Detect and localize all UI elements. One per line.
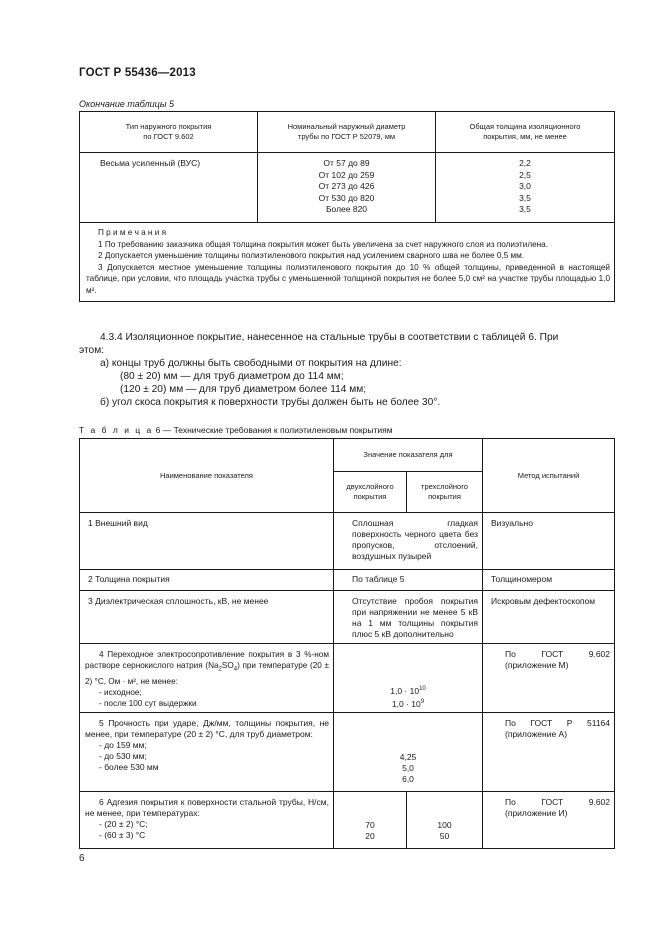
table5-cell-thickness [436, 153, 615, 223]
table5-data-row [80, 153, 615, 223]
table6-row-2 [80, 570, 615, 591]
table5-header-thickness [436, 112, 615, 153]
table5-header-thickness-l2: покрытия, мм, не менее [483, 132, 567, 141]
table6-r2-value: По таблице 5 [334, 570, 483, 591]
table6-header-method: Метод испытаний [483, 439, 615, 513]
table6-r4-value-1 [334, 684, 482, 697]
table5-header-diameter [258, 112, 436, 153]
table6-r4-name-sub2: 4 [233, 666, 238, 673]
item-a: а) концы труб должны быть свободными от покрытия на длине: [100, 358, 402, 369]
table6-r6-three-item: 100 [437, 819, 452, 830]
item-a-1: (80 ± 20) мм — для труб диаметром до 114 мм; [120, 371, 344, 382]
table5-header-diameter-l1: Номинальный наружный диаметр [287, 122, 406, 131]
table6-r4-value-2-base: 1,0 · 10 [391, 698, 421, 709]
table6-r6-three-item: 50 [439, 830, 450, 841]
table6-r4-item: - после 100 сут выдержки [99, 698, 197, 708]
table5-thickness: 2,5 [519, 169, 531, 180]
table6-r6-name [80, 791, 334, 848]
table5-cell-type: Весьма усиленный (ВУС) [80, 153, 258, 223]
table6-r5-method: По ГОСТ Р 51164 (приложение А) [483, 712, 615, 791]
table5-notes-row [80, 223, 615, 302]
table5-thickness: 3,5 [519, 192, 531, 203]
table6-r5-name-text: 5 Прочность при ударе, Дж/мм, толщины покрытия, не менее, при температуре (20 ± 2) °С, для труб диаметром: [85, 717, 329, 739]
table6-row-3 [80, 591, 615, 644]
table6-r4-name-a: 4 Переходное электросопротивление покрытия в 3 %-ном растворе сернокислого натрия (Na [85, 650, 329, 670]
table5-note-1: 1 По требованию заказчика общая толщина покрытия может быть увеличена за счет наружного слоя из полиэтилена. [98, 239, 549, 249]
table5-cell-diameters [258, 153, 436, 223]
table6-r5-value-item: 6,0 [402, 773, 414, 784]
table6-r4-name-sub1: 2 [218, 666, 222, 673]
table6-caption-word: Т а б л и ц а [79, 425, 154, 435]
table6-header-value: Значение показателя для [334, 439, 483, 472]
item-a-2: (120 ± 20) мм — для труб диаметром более 114 мм; [120, 384, 367, 395]
table6-caption [79, 425, 393, 435]
table6-header-name: Наименование показателя [80, 439, 334, 513]
table5-header-diameter-l2: трубы по ГОСТ Р 52079, мм [297, 132, 396, 141]
table6-r5-item: - до 159 мм; [99, 739, 147, 750]
table6-r6-two-item: 70 [365, 819, 375, 830]
table6-r5-item: - до 530 мм; [99, 750, 147, 761]
table5-header-thickness-l1: Общая толщина изоляционного [469, 122, 581, 131]
table6-r6-item: - (20 ± 2) °С; [99, 818, 148, 829]
table-6 [79, 438, 615, 849]
table5-thickness: 3,5 [519, 204, 531, 214]
table6-r6-three [407, 791, 483, 848]
table6-r6-name-text: 6 Адгезия покрытия к поверхности стальной трубы, Н/см, не менее, при температурах: [85, 796, 329, 818]
table6-r6-two [334, 791, 407, 848]
table6-r1-name: 1 Внешний вид [80, 513, 334, 570]
table5-diameter: От 530 до 820 [318, 192, 375, 203]
table6-header-three-layer [407, 472, 483, 513]
table6-r6-item: - (60 ± 3) °С [99, 829, 146, 840]
table6-row-5 [80, 712, 615, 791]
table5-diameter: От 57 до 89 [323, 158, 370, 168]
table6-caption-rest: 6 — Технические требования к полиэтиленовым покрытиям [155, 425, 393, 435]
table5-note-3: 3 Допускается местное уменьшение толщины полиэтиленового покрытия до 10 % общей толщины, приведенной в настоящей таблице, при условии, что площадь участка трубы с уменьшенной толщиной покрытия не более 5,0 см² на участке трубы площадью 1,0 м². [86, 262, 610, 295]
page-number: 6 [79, 853, 85, 864]
table6-r4-value [334, 644, 483, 713]
table5-caption: Окончание таблицы 5 [79, 99, 174, 109]
table6-row-6 [80, 791, 615, 848]
table6-row-1 [80, 513, 615, 570]
table6-r4-name [80, 644, 334, 713]
page-header-title: ГОСТ Р 55436—2013 [79, 67, 196, 79]
table6-r5-value-item: 4,25 [399, 751, 417, 762]
table5-diameter: От 102 до 259 [318, 169, 375, 180]
table6-r5-name [80, 712, 334, 791]
table5-thickness: 2,2 [519, 158, 531, 168]
table6-r5-value [334, 712, 483, 791]
table6-r1-value: Сплошная гладкая поверхность черного цвета без пропусков, отслоений, воздушных пузырей [334, 513, 483, 570]
table6-header-three-l2: покрытия [428, 492, 461, 501]
paragraph-4-3-4 [79, 331, 614, 409]
table6-header-row-1 [80, 439, 615, 472]
table5-diameter: От 273 до 426 [318, 181, 375, 191]
table5-header-type-l2: по ГОСТ 9.602 [143, 132, 194, 141]
table5-header-row [80, 112, 615, 153]
table6-row-4 [80, 644, 615, 713]
table6-r4-name-b: SO [221, 661, 234, 670]
table5-note-2: 2 Допускается уменьшение толщины полиэтиленового покрытия над усилением сварного шва не более 0,5 мм. [98, 251, 525, 261]
table6-header-three-l1: трехслойного [421, 482, 468, 491]
table5-diameter: Более 820 [325, 204, 368, 214]
table6-r3-name: 3 Диэлектрическая сплошность, кВ, не менее [80, 591, 334, 644]
table6-r4-value-2 [334, 697, 482, 710]
table6-r4-value-1-base: 1,0 · 10 [390, 685, 420, 696]
table6-r5-value-item: 5,0 [402, 762, 414, 773]
table6-r3-value: Отсутствие пробоя покрытия при напряжении не менее 5 кВ на 1 мм толщины покрытия плюс 5 кВ дополнительно [334, 591, 483, 644]
table6-r3-method: Искровым дефектоскопом [483, 591, 615, 644]
table6-r4-method: По ГОСТ 9.602 (приложение М) [483, 644, 615, 713]
table5-header-type-l1: Тип наружного покрытия [125, 122, 212, 131]
table6-r2-method: Толщиномером [483, 570, 615, 591]
table6-r6-two-item: 20 [365, 830, 375, 841]
paragraph-4-3-4-line1: 4.3.4 Изоляционное покрытие, нанесенное на стальные трубы в соответствии с таблицей 6. При [100, 332, 559, 343]
table6-r5-item: - более 530 мм [99, 761, 159, 772]
table6-header-two-layer [334, 472, 407, 513]
table6-r4-value-1-exp: 10 [419, 686, 426, 692]
table6-r2-name: 2 Толщина покрытия [80, 570, 334, 591]
table6-r4-name-text [85, 649, 329, 687]
table6-r1-method: Визуально [483, 513, 615, 570]
table6-r6-method: По ГОСТ 9.602 (приложение И) [483, 791, 615, 848]
item-b: б) угол скоса покрытия к поверхности трубы должен быть не более 30°. [100, 397, 441, 408]
table6-header-two-l2: покрытия [353, 492, 387, 501]
paragraph-4-3-4-line2: этом: [79, 345, 105, 356]
table5-header-type [80, 112, 258, 153]
table5-notes-title: П р и м е ч а н и я [98, 228, 167, 237]
table5-thickness: 3,0 [519, 181, 531, 191]
table-5 [79, 111, 615, 302]
table6-r4-value-2-exp: 9 [420, 698, 425, 705]
table5-notes [80, 223, 615, 302]
table6-r4-name-c: ) при температуре (20 ± 2) °С, Ом · м², не менее: [85, 661, 329, 686]
table6-r4-item: - исходное; [99, 687, 142, 697]
table6-header-two-l1: двухслойного [346, 482, 394, 491]
